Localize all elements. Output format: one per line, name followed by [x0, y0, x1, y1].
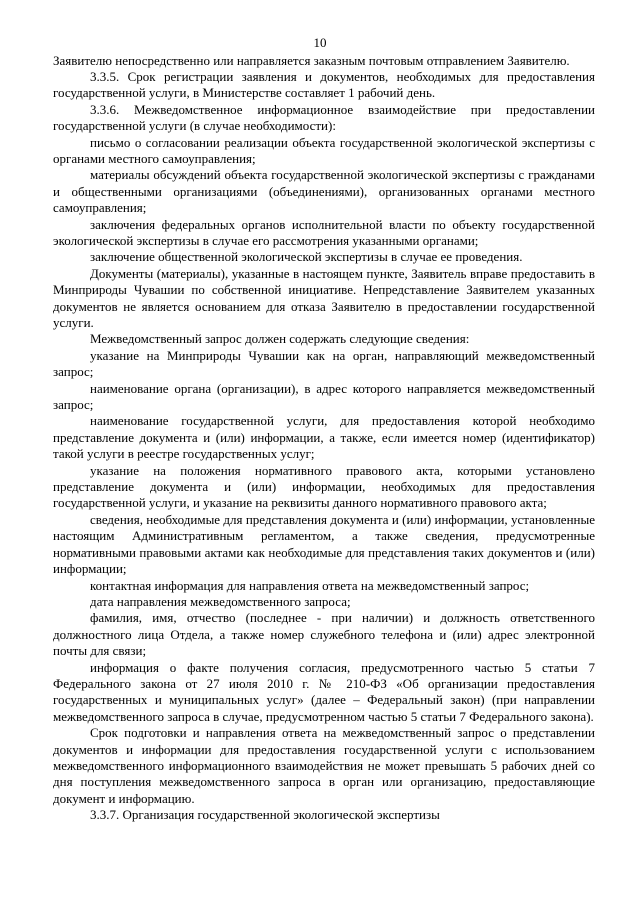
- paragraph: письмо о согласовании реализации объекта государственной экологической экспертизы с органами местного самоуправления;: [53, 134, 595, 166]
- document-body: [53, 53, 595, 824]
- paragraph: 3.3.6. Межведомственное информационное взаимодействие при предоставлении государственной услуги (в случае необходимости):: [53, 101, 595, 134]
- paragraph: наименование государственной услуги, для предоставления которой необходимо представление документа и (или) информации, а также, если имеется номер (идентификатор) такой услуги в реестре государственных услуг;: [53, 413, 595, 462]
- paragraph: заключение общественной экологической экспертизы в случае ее проведения.: [90, 249, 523, 265]
- paragraph: наименование органа (организации), в адрес которого направляется межведомственный запрос;: [53, 380, 595, 413]
- paragraph: материалы обсуждений объекта государственной экологической экспертизы с гражданами и общественными организациями (объединениями), организованных органами местного самоуправления;: [53, 167, 595, 216]
- paragraph: Срок подготовки и направления ответа на межведомственный запрос о представлении документов и информации для предоставления государственной услуги с использованием межведомственного информационного взаимодействия не может превышать 5 рабочих дней со дня поступления межведомственного запроса в орган или организацию, предоставляющие документ и информацию.: [53, 725, 595, 806]
- paragraph: 3.3.5. Срок регистрации заявления и документов, необходимых для предоставления государственной услуги, в Министерстве составляет 1 рабочий день.: [53, 68, 595, 101]
- paragraph: заключения федеральных органов исполнительной власти по объекту государственной экологической экспертизы в случае его рассмотрения указанными органами;: [53, 216, 595, 248]
- paragraph: Межведомственный запрос должен содержать следующие сведения:: [90, 331, 470, 347]
- page-number: 10: [313, 35, 327, 50]
- paragraph: указание на положения нормативного правового акта, которыми установлено представление документа и (или) информации, необходимых для предоставления государственной услуги, и указание на реквизиты данного нормативного правового акта;: [53, 462, 595, 511]
- paragraph: сведения, необходимые для представления документа и (или) информации, установленные настоящим Административным регламентом, а также сведения, предусмотренные нормативными правовыми актами как необходимые для представления таких документов и (или) информации;: [53, 511, 595, 577]
- paragraph: дата направления межведомственного запроса;: [90, 593, 351, 609]
- paragraph: 3.3.7. Организация государственной экологической экспертизы: [90, 807, 440, 823]
- paragraph: Заявителю непосредственно или направляется заказным почтовым отправлением Заявителю.: [53, 52, 570, 68]
- paragraph: контактная информация для направления ответа на межведомственный запрос;: [90, 577, 530, 593]
- paragraph: фамилия, имя, отчество (последнее - при наличии) и должность ответственного должностного лица Отдела, а также номер служебного телефона и (или) адрес электронной почты для связи;: [53, 610, 595, 659]
- paragraph: информация о факте получения согласия, предусмотренного частью 5 статьи 7 Федерального закона от 27 июля 2010 г. № 210-ФЗ «Об организации предоставления государственных и муниципальных услуг» (далее – Федеральный закон) (при направлении межведомственного запроса в случае, предусмотренном частью 5 статьи 7 Федерального закона).: [53, 659, 595, 724]
- paragraph: указание на Минприроды Чувашии как на орган, направляющий межведомственный запрос;: [53, 347, 595, 380]
- paragraph: Документы (материалы), указанные в настоящем пункте, Заявитель вправе предоставить в Минприроды Чувашии по собственной инициативе. Непредставление Заявителем указанных документов не является основанием для отказа Заявителю в предоставлении государственной услуги.: [53, 265, 595, 330]
